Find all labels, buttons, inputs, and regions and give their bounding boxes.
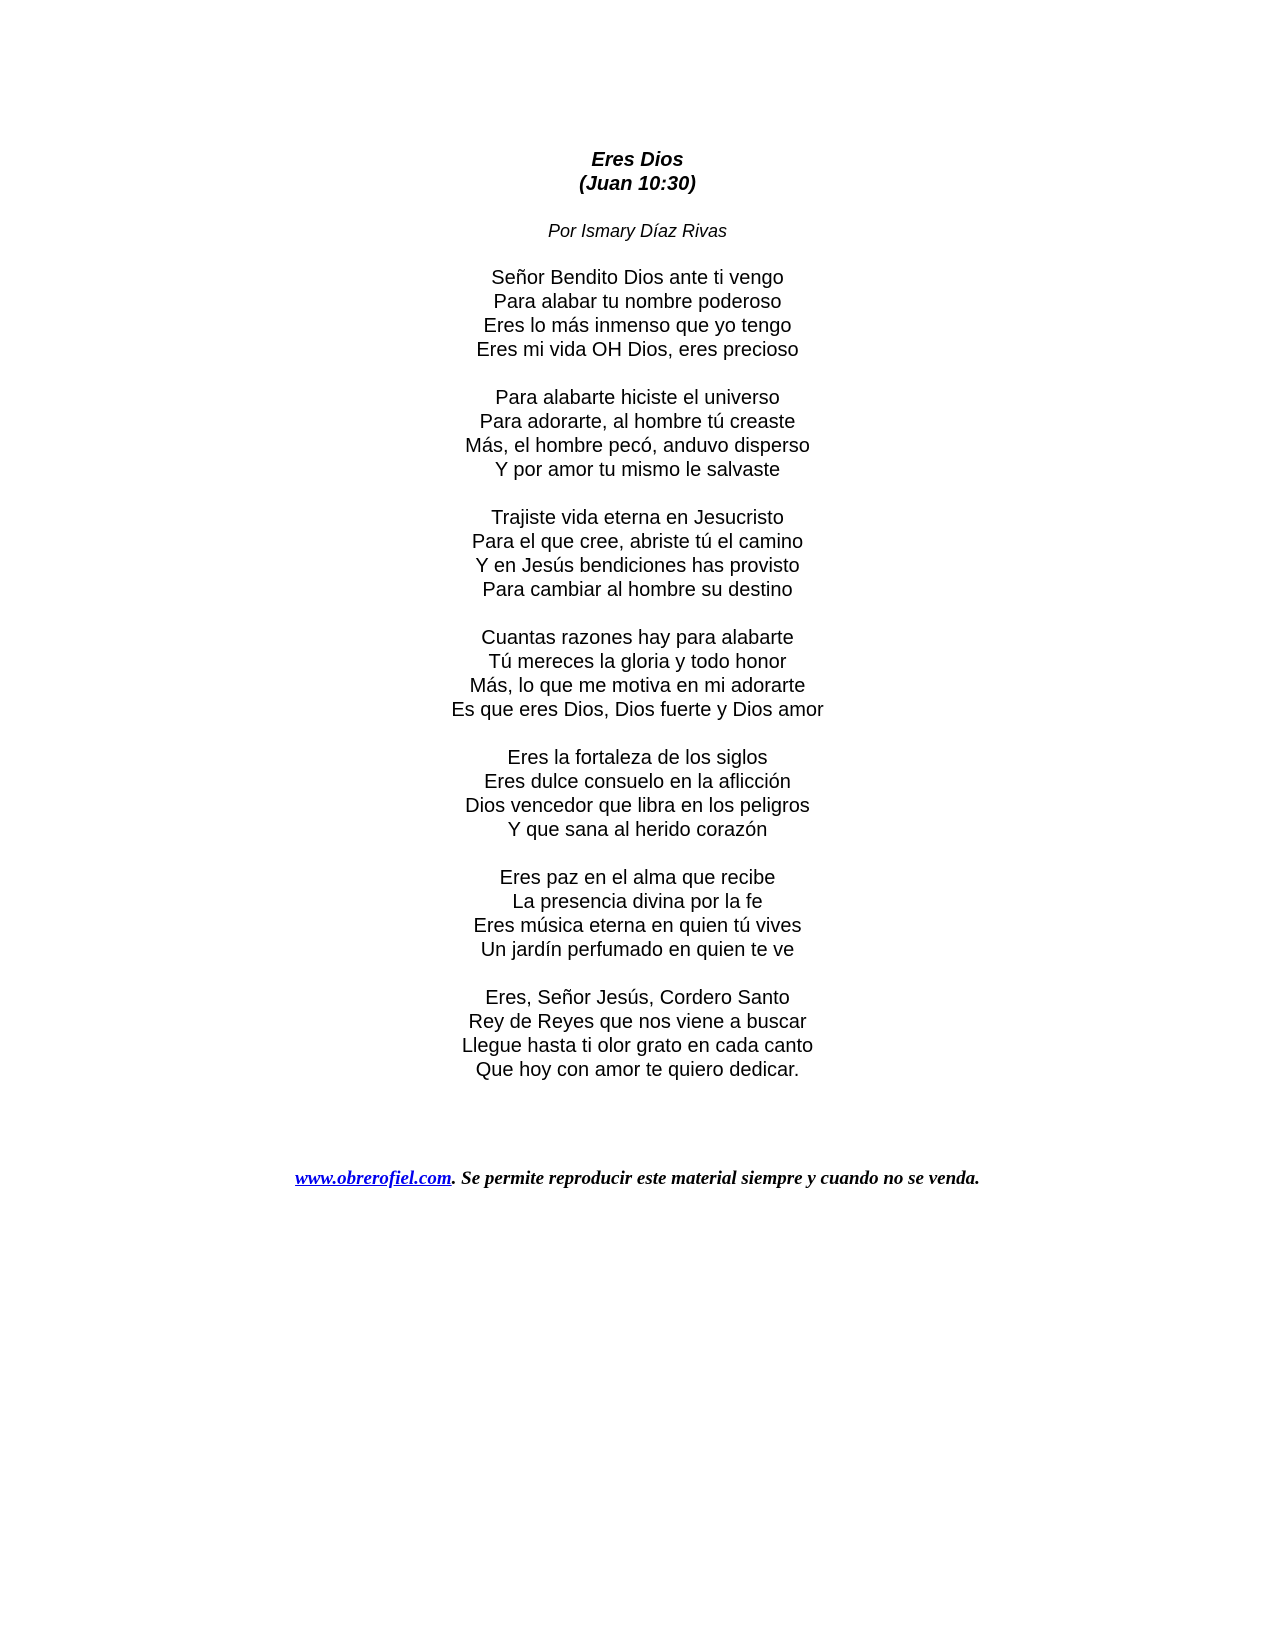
poem-line: Tú mereces la gloria y todo honor [488,651,787,673]
title-block [0,148,1275,196]
poem-line: Dios vencedor que libra en los peligros [465,795,810,817]
poem-body [0,266,1275,1106]
poem-line: Para alabarte hiciste el universo [495,387,780,409]
poem-line: Trajiste vida eterna en Jesucristo [491,507,784,529]
poem-line: Eres mi vida OH Dios, eres precioso [476,339,799,361]
stanza [0,506,1275,602]
scripture-reference: (Juan 10:30) [579,173,696,195]
poem-line: La presencia divina por la fe [512,891,763,913]
poem-line: Para cambiar al hombre su destino [482,579,793,601]
poem-line: Más, lo que me motiva en mi adorarte [469,675,806,697]
stanza [0,866,1275,962]
poem-line: Un jardín perfumado en quien te ve [480,939,795,961]
reproduction-notice: . Se permite reproducir este material siempre y cuando no se venda. [451,1168,980,1189]
stanza [0,746,1275,842]
poem-line: Eres, Señor Jesús, Cordero Santo [485,987,790,1009]
stanza [0,266,1275,362]
poem-line: Que hoy con amor te quiero dedicar. [475,1059,800,1081]
poem-line: Eres música eterna en quien tú vives [473,915,802,937]
author-byline: Por Ismary Díaz Rivas [547,221,728,241]
poem-line: Para alabar tu nombre poderoso [493,291,782,313]
poem-line: Señor Bendito Dios ante ti vengo [491,267,784,289]
stanza [0,626,1275,722]
poem-line: Eres paz en el alma que recibe [499,867,776,889]
poem-line: Para el que cree, abriste tú el camino [471,531,804,553]
poem-line: Y que sana al herido corazón [507,819,768,841]
poem-line: Es que eres Dios, Dios fuerte y Dios amor [451,699,824,721]
stanza [0,386,1275,482]
poem-line: Rey de Reyes que nos viene a buscar [468,1011,807,1033]
poem-line: Eres la fortaleza de los siglos [507,747,768,769]
poem-line: Llegue hasta ti olor grato en cada canto [461,1035,814,1057]
poem-line: Y por amor tu mismo le salvaste [494,459,781,481]
poem-line: Eres lo más inmenso que yo tengo [483,315,792,337]
poem-line: Más, el hombre pecó, anduvo disperso [465,435,810,457]
poem-line: Para adorarte, al hombre tú creaste [479,411,796,433]
poem-line: Eres dulce consuelo en la aflicción [484,771,791,793]
footer-notice [0,1167,1275,1191]
poem-line: Y en Jesús bendiciones has provisto [475,555,800,577]
poem-line: Cuantas razones hay para alabarte [481,627,794,649]
website-link[interactable]: www.obrerofiel.com [295,1168,452,1189]
stanza [0,986,1275,1082]
poem-title: Eres Dios [591,149,684,171]
